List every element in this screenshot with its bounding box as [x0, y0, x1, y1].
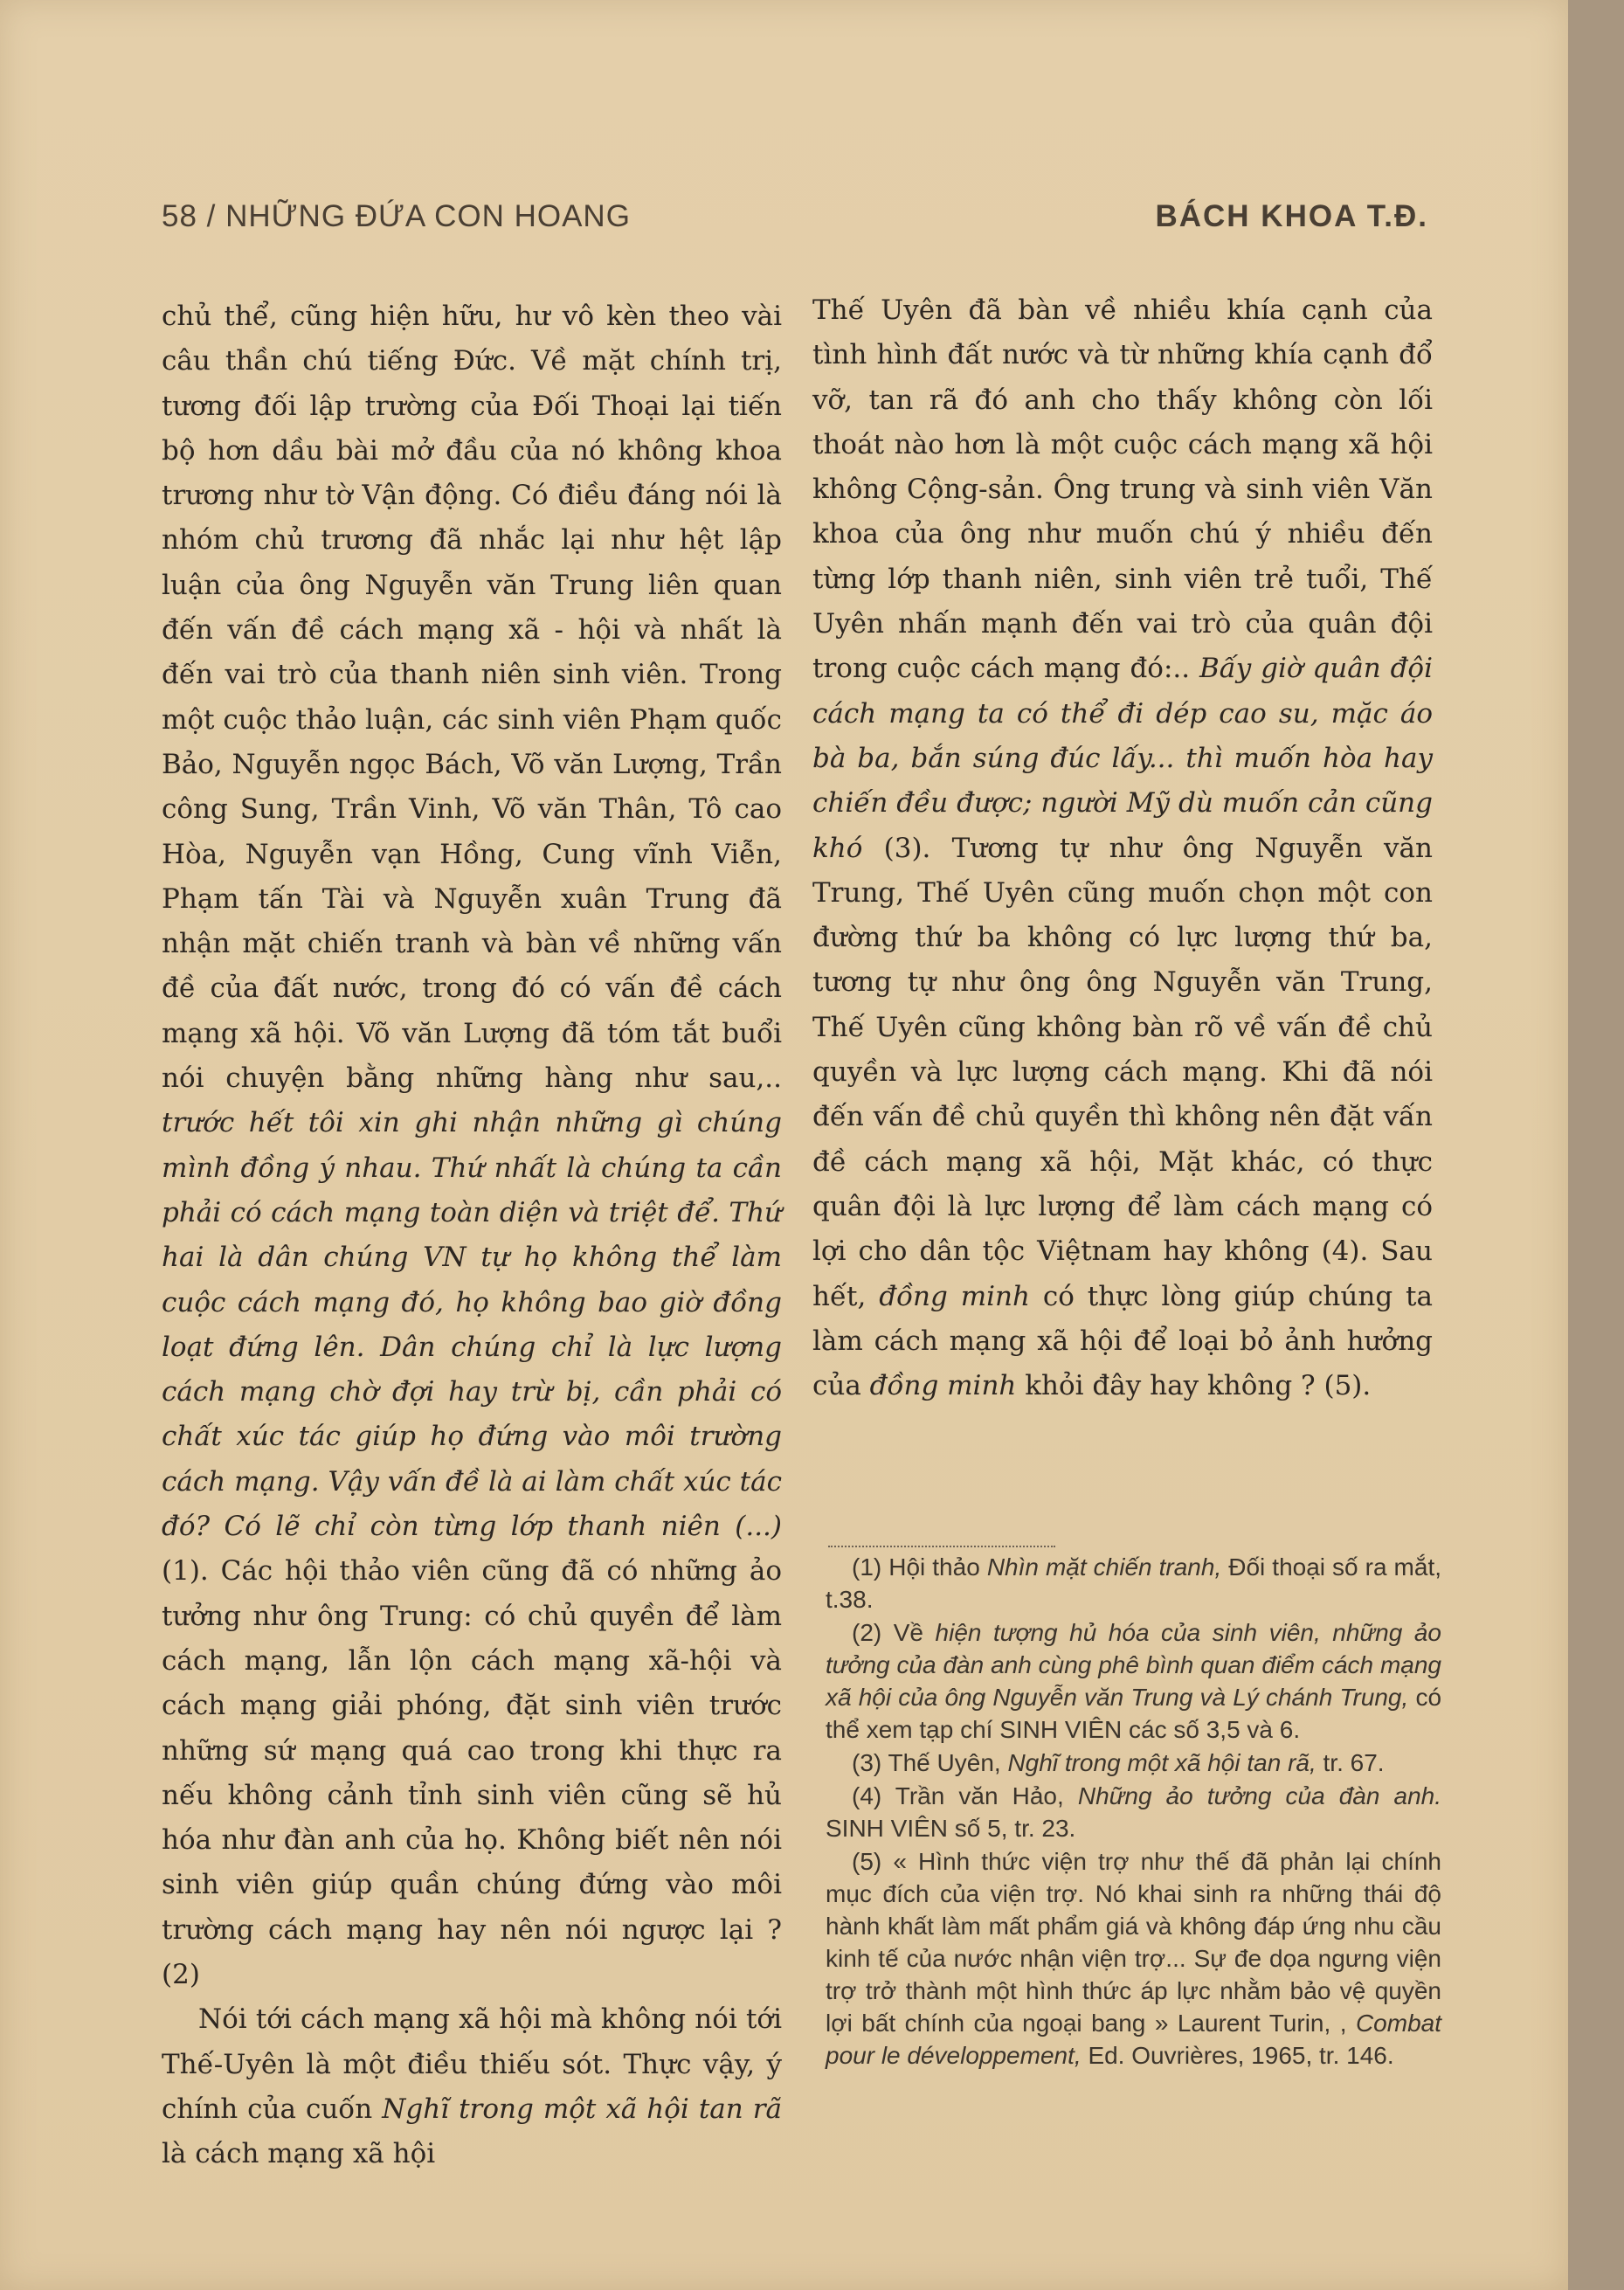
- page-header: [162, 199, 1428, 243]
- footnote-text: (3) Thế Uyên,: [852, 1749, 1001, 1776]
- footnote-italic: hiện tượng hủ hóa của sinh viên, những ảo tưởng của đàn anh cùng phê bình quan điểm cách mạng xã hội của ông Nguyễn văn Trung và Lý chánh Trung,: [826, 1619, 1441, 1711]
- body-text: Nói tới cách mạng xã hội mà không nói tới Thế-Uyên là một điều thiếu sót. Thực vậy, ý chính của cuốn: [162, 2003, 782, 2125]
- footnote-text: (5) « Hình thức viện trợ như thế đã phản lại chính mục đích của viện trợ. Nó khai sinh ra những thái độ hành khất làm mất phẩm giá và không đáp ứng nhu cầu kinh tế của nước nhận viện trợ... Sự đe dọa ngưng viện trợ trở thành một hình thức áp lực nhằm bảo vệ quyền lợi bất chính của ngoại bang » Laurent Turin, ,: [826, 1848, 1441, 2037]
- book-title: Nghĩ trong một xã hội tan rã: [382, 2093, 783, 2125]
- quote-text: Bấy giờ quân đội cách mạng ta có thể đi dép cao su, mặc áo bà ba, bắn súng đúc lấy... thì muốn hòa hay chiến đều được; người Mỹ dù muốn cản cũng khó: [812, 653, 1433, 864]
- footnote-text: (4) Trần văn Hảo,: [852, 1782, 1064, 1809]
- scan-background-edge: [1568, 0, 1624, 2290]
- footnote: [826, 1780, 1441, 1844]
- body-text: (1). Các hội thảo viên cũng đã có những ảo tưởng như ông Trung: có chủ quyền để làm cách mạng, lẫn lộn cách mạng xã-hội và cách mạng giải phóng, đặt sinh viên trước những sứ mạng quá cao trong khi thực ra nếu không cảnh tỉnh sinh viên cũng sẽ hủ hóa như đàn anh của họ. Không biết nên nói sinh viên giúp quần chúng đứng vào môi trường cách mạng hay nên nói ngược lại ? (2): [162, 1555, 782, 1990]
- footnote-text: (1) Hội thảo: [852, 1553, 980, 1581]
- emphasis-text: đồng minh: [879, 1280, 1030, 1312]
- running-title-left: 58 / NHỮNG ĐỨA CON HOANG: [162, 199, 631, 233]
- paragraph: [812, 288, 1433, 1408]
- running-title-right: BÁCH KHOA T.Đ.: [1155, 199, 1428, 233]
- body-text: là cách mạng xã hội: [162, 2138, 436, 2170]
- footnote-text: SINH VIÊN số 5, tr. 23.: [826, 1815, 1076, 1842]
- body-text: có thực lòng giúp chúng ta làm cách mạng xã hội để loại bỏ ảnh hưởng của: [812, 1280, 1433, 1402]
- footnote-text: tr. 67.: [1323, 1749, 1385, 1776]
- footnote-text: (2) Về: [852, 1619, 923, 1646]
- footnote-italic: Nhìn mặt chiến tranh,: [986, 1553, 1222, 1581]
- text-column-left: [162, 294, 782, 2176]
- footnote-italic: Combat pour le développement,: [826, 2010, 1441, 2069]
- emphasis-text: đồng minh: [869, 1370, 1017, 1402]
- body-text: Thế Uyên đã bàn về nhiều khía cạnh của tình hình đất nước và từ những khía cạnh đổ vỡ, tan rã đó anh cho thấy không còn lối thoát nào hơn là một cuộc cách mạng xã hội không Cộng-sản. Ông trung và sinh viên Văn khoa của ông như muốn chú ý nhiều đến từng lớp thanh niên, sinh viên trẻ tuổi, Thế Uyên nhấn mạnh đến vai trò của quân đội trong cuộc cách mạng đó:..: [812, 294, 1433, 685]
- footnotes: [826, 1551, 1441, 2072]
- footnote-divider: [828, 1546, 1055, 1547]
- footnote-text: Ed. Ouvrières, 1965, tr. 146.: [1088, 2042, 1394, 2069]
- footnote-italic: Những ảo tưởng của đàn anh.: [1077, 1782, 1441, 1809]
- body-text: khỏi đây hay không ? (5).: [1025, 1370, 1372, 1402]
- text-column-right: [812, 288, 1433, 1408]
- quote-text: trước hết tôi xin ghi nhận những gì chúng mình đồng ý nhau. Thứ nhất là chúng ta cần phải có cách mạng toàn diện và triệt để. Thứ hai là dân chúng VN tự họ không thể làm cuộc cách mạng đó, họ không bao giờ đồng loạt đứng lên. Dân chúng chỉ là lực lượng cách mạng chờ đợi hay trừ bị, cần phải có chất xúc tác giúp họ đứng vào môi trường cách mạng. Vậy vấn đề là ai làm chất xúc tác đó? Có lẽ chỉ còn từng lớp thanh niên (...): [162, 1107, 782, 1543]
- footnote-italic: Nghĩ trong một xã hội tan rã,: [1007, 1749, 1316, 1776]
- footnote: [826, 1845, 1441, 2072]
- footnote: [826, 1551, 1441, 1615]
- body-text: (3). Tương tự như ông Nguyễn văn Trung, Thế Uyên cũng muốn chọn một con đường thứ ba không có lực lượng thứ ba, tương tự như ông ông Nguyễn văn Trung, Thế Uyên cũng không bàn rõ về vấn đề chủ quyền và lực lượng cách mạng. Khi đã nói đến vấn đề chủ quyền thì không nên đặt vấn đề cách mạng xã hội, Mặt khác, có thực quân đội là lực lượng để làm cách mạng có lợi cho dân tộc Việtnam hay không (4). Sau hết,: [812, 832, 1433, 1312]
- footnote: [826, 1616, 1441, 1746]
- footnote: [826, 1747, 1441, 1779]
- body-text: chủ thể, cũng hiện hữu, hư vô kèn theo vài câu thần chú tiếng Đức. Về mặt chính trị, tương đối lập trường của Đối Thoại lại tiến bộ hơn dầu bài mở đầu của nó không khoa trương như tờ Vận động. Có điều đáng nói là nhóm chủ trương đã nhắc lại như hệt lập luận của ông Nguyễn văn Trung liên quan đến vấn đề cách mạng xã - hội và nhất là đến vai trò của thanh niên sinh viên. Trong một cuộc thảo luận, các sinh viên Phạm quốc Bảo, Nguyễn ngọc Bách, Võ văn Lượng, Trần công Sung, Trần Vinh, Võ văn Thân, Tô cao Hòa, Nguyễn vạn Hồng, Cung vĩnh Viễn, Phạm tấn Tài và Nguyễn xuân Trung đã nhận mặt chiến tranh và bàn về những vấn đề của đất nước, trong đó có vấn đề cách mạng xã hội. Võ văn Lượng đã tóm tắt buổi nói chuyện bằng những hàng như sau,..: [162, 301, 782, 1095]
- footnote-text: Đối thoại số ra mắt, t.38.: [826, 1553, 1442, 1613]
- paragraph: [162, 294, 782, 1997]
- footnote-text: có thể xem tạp chí SINH VIÊN các số 3,5 và 6.: [826, 1684, 1442, 1743]
- paragraph: [162, 1997, 782, 2176]
